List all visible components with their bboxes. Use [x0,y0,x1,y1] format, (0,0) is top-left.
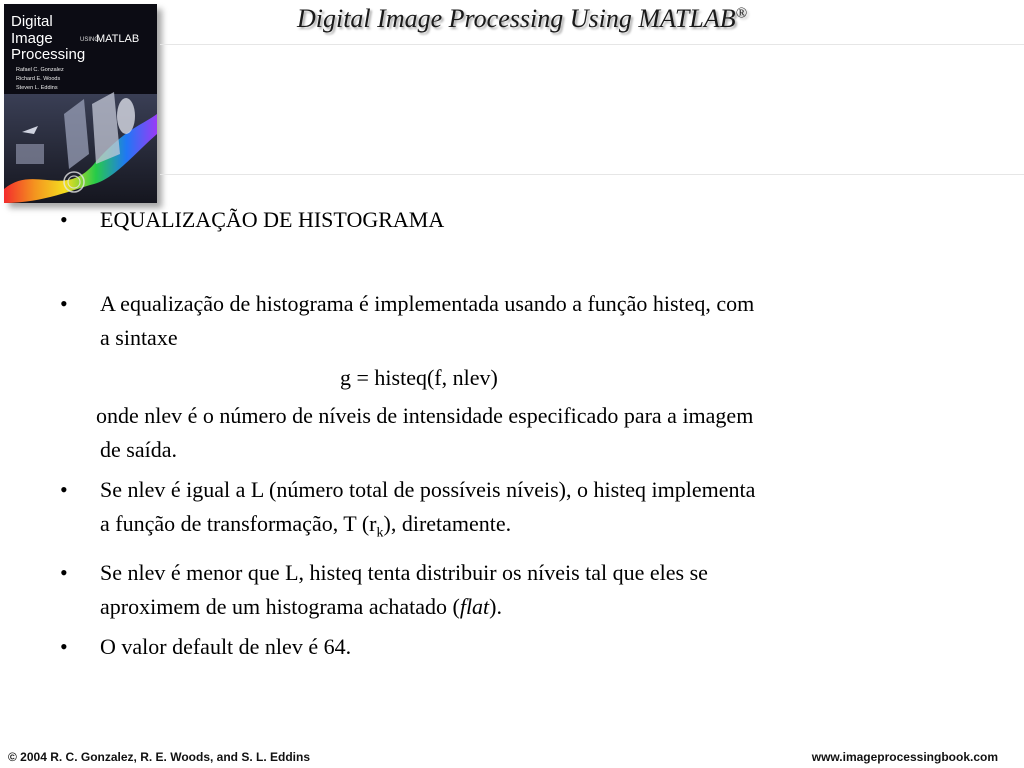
cover-author: Steven L. Eddins [16,85,58,91]
bullet-symbol: • [60,207,68,232]
bullet-text: EQUALIZAÇÃO DE HISTOGRAMA [100,207,445,232]
italic-word: flat [459,594,490,620]
registered-mark: ® [735,5,747,22]
footer-website: www.imageprocessingbook.com [811,750,998,764]
header-rule [160,174,1024,175]
bullet-text: Se nlev é igual a L (número total de possíveis níveis), o histeq implementa [100,477,756,502]
bullet-symbol: • [60,634,68,660]
slide-body [60,203,960,664]
footer-copyright: © 2004 R. C. Gonzalez, R. E. Woods, and S. L. Eddins [8,750,311,764]
continuation-text [60,399,960,467]
cover-using: USING [80,37,100,43]
bullet-text-part: aproximem de um histograma achatado ( [100,594,460,620]
cover-title-line1: Digital [11,13,53,30]
cover-authors [16,66,64,93]
bullet-text: Se nlev é menor que L, histeq tenta distribuir os níveis tal que eles se [100,560,708,586]
bullet-item [60,287,960,355]
subscript: k [376,525,384,541]
header-rule [160,44,1024,45]
bullet-text: O valor default de nlev é 64. [100,634,352,660]
cover-title-line3: Processing [11,46,86,63]
bullet-text-part: ). [489,594,502,620]
cover-author: Rafael C. Gonzalez [16,67,64,73]
formula: g = histeq(f, nlev) [340,365,498,390]
bullet-text: a sintaxe [100,325,178,350]
bullet-text [100,590,960,624]
bullet-symbol: • [60,560,68,586]
slide-title [0,4,1024,34]
cover-title-line2: Image [11,30,53,47]
continuation-line: onde nlev é o número de níveis de intensidade especificado para a imagem [96,403,754,428]
bullet-text [100,507,960,550]
bullet-item [60,630,960,664]
slide-title-text: Digital Image Processing Using MATLAB [296,4,736,33]
continuation-line: de saída. [100,437,177,462]
bullet-text-part: ), diretamente. [383,511,512,536]
bullet-symbol: • [60,477,68,502]
bullet-item [60,473,960,550]
bullet-text: A equalização de histograma é implementada usando a função histeq, com [100,291,755,316]
bullet-item [60,556,960,624]
bullet-item [60,203,960,237]
cover-matlab: MATLAB [96,33,140,45]
cover-author: Richard E. Woods [16,76,61,82]
bullet-symbol: • [60,291,68,316]
bullet-text-part: a função de transformação, T (r [100,511,377,536]
